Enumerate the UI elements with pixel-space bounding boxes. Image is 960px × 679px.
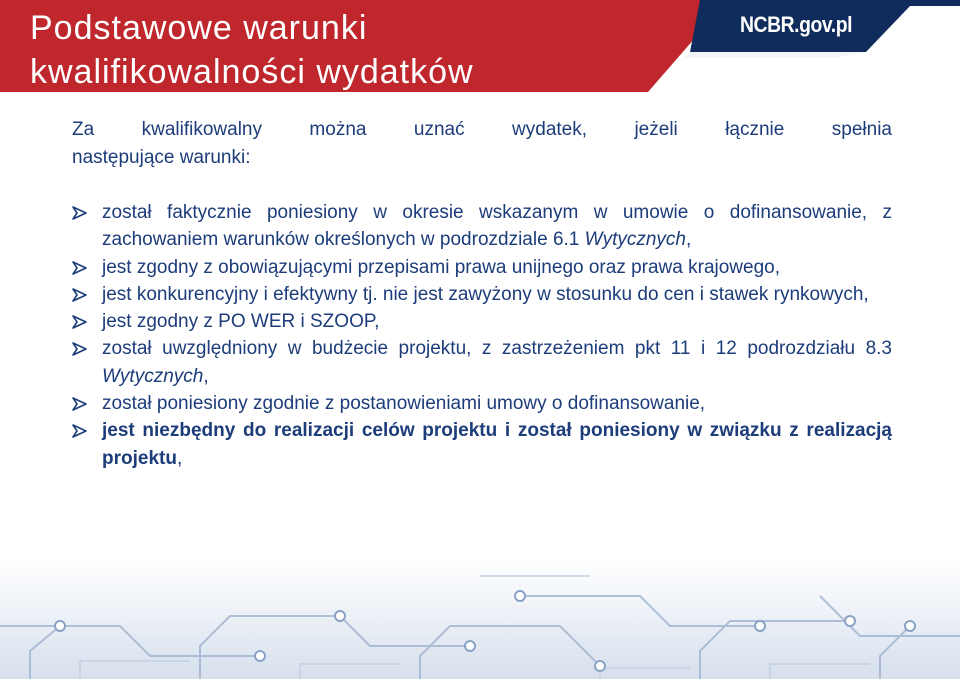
- list-item: [72, 199, 892, 254]
- list-item-italic: Wytycznych: [102, 365, 204, 387]
- arrow-bullet-icon: [72, 342, 88, 356]
- list-item-text: jest zgodny z PO WER i SZOOP,: [102, 311, 380, 333]
- list-item-text: został poniesiony zgodnie z postanowieniami umowy o dofinansowanie,: [102, 393, 706, 415]
- arrow-bullet-icon: [72, 288, 88, 302]
- arrow-bullet-icon: [72, 206, 88, 220]
- list-item-tail: ,: [176, 447, 183, 469]
- circuit-decoration: [0, 556, 960, 679]
- intro-line-1: Za kwalifikowalny można uznać wydatek, jeżeli łącznie spełnia: [72, 119, 892, 140]
- content-body: [72, 116, 892, 472]
- intro-paragraph: [72, 116, 892, 172]
- arrow-bullet-icon: [72, 261, 88, 275]
- list-item-text: został uwzględniony w budżecie projektu, z zastrzeżeniem pkt 11 i 12 podrozdziału 8.3: [102, 338, 892, 360]
- title-line-1: Podstawowe warunki: [30, 9, 368, 47]
- list-item: [72, 390, 892, 417]
- list-item: [72, 308, 892, 335]
- list-item-italic: Wytycznych: [584, 229, 686, 251]
- arrow-bullet-icon: [72, 424, 88, 438]
- intro-line-2: następujące warunki:: [72, 147, 251, 168]
- arrow-bullet-icon: [72, 315, 88, 329]
- list-item: [72, 281, 892, 308]
- list-item-text: został faktycznie poniesiony w okresie wskazanym w umowie o dofinansowanie, z zachowaniem warunków określonych w podrozdziale 6.1: [102, 202, 892, 251]
- arrow-bullet-icon: [72, 397, 88, 411]
- list-item-tail: ,: [686, 229, 692, 251]
- list-item: [72, 335, 892, 390]
- page-title: [30, 6, 474, 94]
- conditions-list: [72, 199, 892, 472]
- title-line-2: kwalifikowalności wydatków: [30, 53, 474, 91]
- list-item-text: jest konkurencyjny i efektywny tj. nie jest zawyżony w stosunku do cen i stawek rynkowych,: [102, 283, 869, 305]
- ncbr-logo[interactable]: NCBR.gov.pl: [740, 12, 853, 37]
- list-item-text: jest zgodny z obowiązującymi przepisami prawa unijnego oraz prawa krajowego,: [102, 256, 781, 278]
- list-item-tail: ,: [203, 365, 209, 387]
- list-item: [72, 254, 892, 281]
- list-item-bold: jest niezbędny do realizacji celów projektu i został poniesiony w związku z realizacją projektu: [102, 420, 892, 469]
- list-item: [72, 417, 892, 472]
